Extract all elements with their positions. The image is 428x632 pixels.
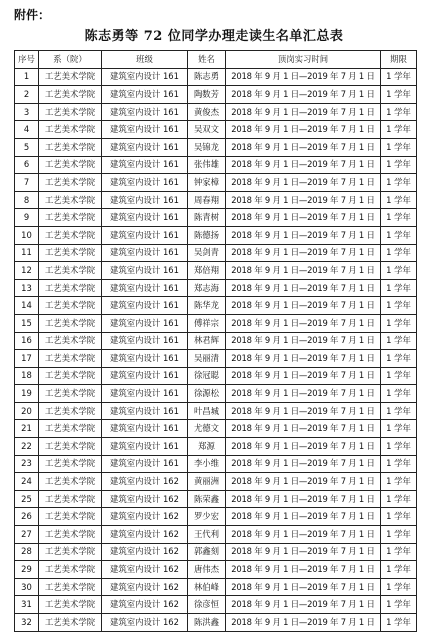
row-internship-period: 2018 年 9 月 1 日—2019 年 7 月 1 日 bbox=[226, 543, 381, 561]
row-index: 26 bbox=[15, 508, 39, 526]
row-internship-period: 2018 年 9 月 1 日—2019 年 7 月 1 日 bbox=[226, 367, 381, 385]
row-name: 尤德文 bbox=[188, 420, 226, 438]
table-row bbox=[15, 473, 417, 491]
row-name: 李小维 bbox=[188, 455, 226, 473]
row-department: 工艺美术学院 bbox=[39, 508, 102, 526]
attachment-label: 附件： bbox=[14, 8, 51, 22]
row-name: 黄俊杰 bbox=[188, 103, 226, 121]
row-department: 工艺美术学院 bbox=[39, 438, 102, 456]
table-row bbox=[15, 490, 417, 508]
row-department: 工艺美术学院 bbox=[39, 420, 102, 438]
row-term: 1 学年 bbox=[381, 244, 417, 262]
row-department: 工艺美术学院 bbox=[39, 156, 102, 174]
row-class: 建筑室内设计 161 bbox=[102, 332, 188, 350]
row-term: 1 学年 bbox=[381, 68, 417, 86]
row-department: 工艺美术学院 bbox=[39, 455, 102, 473]
row-class: 建筑室内设计 161 bbox=[102, 86, 188, 104]
row-term: 1 学年 bbox=[381, 86, 417, 104]
row-internship-period: 2018 年 9 月 1 日—2019 年 7 月 1 日 bbox=[226, 209, 381, 227]
row-department: 工艺美术学院 bbox=[39, 86, 102, 104]
row-term: 1 学年 bbox=[381, 578, 417, 596]
row-class: 建筑室内设计 161 bbox=[102, 226, 188, 244]
row-name: 王代利 bbox=[188, 526, 226, 544]
header-internship-period: 顶岗实习时间 bbox=[226, 51, 381, 69]
row-department: 工艺美术学院 bbox=[39, 385, 102, 403]
row-term: 1 学年 bbox=[381, 614, 417, 632]
row-internship-period: 2018 年 9 月 1 日—2019 年 7 月 1 日 bbox=[226, 191, 381, 209]
row-department: 工艺美术学院 bbox=[39, 226, 102, 244]
header-name: 姓名 bbox=[188, 51, 226, 69]
row-name: 林君辉 bbox=[188, 332, 226, 350]
row-class: 建筑室内设计 162 bbox=[102, 596, 188, 614]
row-internship-period: 2018 年 9 月 1 日—2019 年 7 月 1 日 bbox=[226, 314, 381, 332]
row-department: 工艺美术学院 bbox=[39, 174, 102, 192]
table-header-row bbox=[15, 51, 417, 69]
row-internship-period: 2018 年 9 月 1 日—2019 年 7 月 1 日 bbox=[226, 561, 381, 579]
row-term: 1 学年 bbox=[381, 103, 417, 121]
row-term: 1 学年 bbox=[381, 209, 417, 227]
row-index: 6 bbox=[15, 156, 39, 174]
row-term: 1 学年 bbox=[381, 262, 417, 280]
table-row bbox=[15, 174, 417, 192]
row-internship-period: 2018 年 9 月 1 日—2019 年 7 月 1 日 bbox=[226, 350, 381, 368]
row-internship-period: 2018 年 9 月 1 日—2019 年 7 月 1 日 bbox=[226, 297, 381, 315]
row-term: 1 学年 bbox=[381, 473, 417, 491]
row-term: 1 学年 bbox=[381, 526, 417, 544]
row-internship-period: 2018 年 9 月 1 日—2019 年 7 月 1 日 bbox=[226, 526, 381, 544]
row-department: 工艺美术学院 bbox=[39, 526, 102, 544]
row-index: 27 bbox=[15, 526, 39, 544]
row-department: 工艺美术学院 bbox=[39, 402, 102, 420]
row-index: 31 bbox=[15, 596, 39, 614]
row-class: 建筑室内设计 161 bbox=[102, 279, 188, 297]
row-class: 建筑室内设计 162 bbox=[102, 473, 188, 491]
header-class: 班级 bbox=[102, 51, 188, 69]
row-term: 1 学年 bbox=[381, 279, 417, 297]
row-class: 建筑室内设计 161 bbox=[102, 138, 188, 156]
table-row bbox=[15, 561, 417, 579]
row-department: 工艺美术学院 bbox=[39, 138, 102, 156]
row-index: 12 bbox=[15, 262, 39, 280]
row-term: 1 学年 bbox=[381, 191, 417, 209]
row-index: 7 bbox=[15, 174, 39, 192]
row-index: 17 bbox=[15, 350, 39, 368]
row-class: 建筑室内设计 162 bbox=[102, 614, 188, 632]
row-term: 1 学年 bbox=[381, 367, 417, 385]
row-name: 徐源松 bbox=[188, 385, 226, 403]
row-name: 郭鑫刻 bbox=[188, 543, 226, 561]
row-term: 1 学年 bbox=[381, 508, 417, 526]
table-row bbox=[15, 455, 417, 473]
row-internship-period: 2018 年 9 月 1 日—2019 年 7 月 1 日 bbox=[226, 262, 381, 280]
row-class: 建筑室内设计 161 bbox=[102, 455, 188, 473]
row-internship-period: 2018 年 9 月 1 日—2019 年 7 月 1 日 bbox=[226, 596, 381, 614]
table-row bbox=[15, 508, 417, 526]
row-name: 周春翔 bbox=[188, 191, 226, 209]
row-internship-period: 2018 年 9 月 1 日—2019 年 7 月 1 日 bbox=[226, 174, 381, 192]
row-department: 工艺美术学院 bbox=[39, 244, 102, 262]
row-department: 工艺美术学院 bbox=[39, 473, 102, 491]
student-roster-table bbox=[14, 50, 417, 632]
row-class: 建筑室内设计 162 bbox=[102, 490, 188, 508]
row-index: 8 bbox=[15, 191, 39, 209]
row-department: 工艺美术学院 bbox=[39, 209, 102, 227]
row-internship-period: 2018 年 9 月 1 日—2019 年 7 月 1 日 bbox=[226, 402, 381, 420]
row-class: 建筑室内设计 162 bbox=[102, 543, 188, 561]
table-row bbox=[15, 420, 417, 438]
row-department: 工艺美术学院 bbox=[39, 367, 102, 385]
row-internship-period: 2018 年 9 月 1 日—2019 年 7 月 1 日 bbox=[226, 438, 381, 456]
row-class: 建筑室内设计 161 bbox=[102, 191, 188, 209]
row-internship-period: 2018 年 9 月 1 日—2019 年 7 月 1 日 bbox=[226, 332, 381, 350]
row-class: 建筑室内设计 161 bbox=[102, 103, 188, 121]
table-row bbox=[15, 297, 417, 315]
table-row bbox=[15, 103, 417, 121]
row-department: 工艺美术学院 bbox=[39, 314, 102, 332]
table-row bbox=[15, 262, 417, 280]
row-internship-period: 2018 年 9 月 1 日—2019 年 7 月 1 日 bbox=[226, 138, 381, 156]
row-internship-period: 2018 年 9 月 1 日—2019 年 7 月 1 日 bbox=[226, 279, 381, 297]
row-index: 2 bbox=[15, 86, 39, 104]
row-internship-period: 2018 年 9 月 1 日—2019 年 7 月 1 日 bbox=[226, 244, 381, 262]
row-internship-period: 2018 年 9 月 1 日—2019 年 7 月 1 日 bbox=[226, 490, 381, 508]
row-class: 建筑室内设计 161 bbox=[102, 244, 188, 262]
row-term: 1 学年 bbox=[381, 420, 417, 438]
row-term: 1 学年 bbox=[381, 138, 417, 156]
table-row bbox=[15, 138, 417, 156]
row-index: 21 bbox=[15, 420, 39, 438]
table-row bbox=[15, 279, 417, 297]
row-class: 建筑室内设计 161 bbox=[102, 314, 188, 332]
row-department: 工艺美术学院 bbox=[39, 490, 102, 508]
row-index: 24 bbox=[15, 473, 39, 491]
row-name: 陈洪鑫 bbox=[188, 614, 226, 632]
row-class: 建筑室内设计 161 bbox=[102, 68, 188, 86]
header-index: 序号 bbox=[15, 51, 39, 69]
table-row bbox=[15, 367, 417, 385]
row-class: 建筑室内设计 162 bbox=[102, 578, 188, 596]
table-row bbox=[15, 526, 417, 544]
row-internship-period: 2018 年 9 月 1 日—2019 年 7 月 1 日 bbox=[226, 68, 381, 86]
table-row bbox=[15, 121, 417, 139]
table-row bbox=[15, 332, 417, 350]
row-class: 建筑室内设计 161 bbox=[102, 438, 188, 456]
table-row bbox=[15, 350, 417, 368]
row-name: 陈德扬 bbox=[188, 226, 226, 244]
table-row bbox=[15, 209, 417, 227]
row-department: 工艺美术学院 bbox=[39, 191, 102, 209]
row-name: 郑源 bbox=[188, 438, 226, 456]
row-index: 19 bbox=[15, 385, 39, 403]
row-index: 29 bbox=[15, 561, 39, 579]
row-name: 徐彦恒 bbox=[188, 596, 226, 614]
row-index: 20 bbox=[15, 402, 39, 420]
row-index: 25 bbox=[15, 490, 39, 508]
row-department: 工艺美术学院 bbox=[39, 121, 102, 139]
row-class: 建筑室内设计 162 bbox=[102, 508, 188, 526]
row-name: 陈青树 bbox=[188, 209, 226, 227]
row-department: 工艺美术学院 bbox=[39, 350, 102, 368]
row-name: 郑倍翔 bbox=[188, 262, 226, 280]
row-term: 1 学年 bbox=[381, 174, 417, 192]
row-index: 13 bbox=[15, 279, 39, 297]
row-index: 5 bbox=[15, 138, 39, 156]
table-row bbox=[15, 244, 417, 262]
row-class: 建筑室内设计 161 bbox=[102, 156, 188, 174]
table-row bbox=[15, 156, 417, 174]
row-index: 30 bbox=[15, 578, 39, 596]
page-title: 陈志勇等 72 位同学办理走读生名单汇总表 bbox=[84, 29, 344, 44]
row-class: 建筑室内设计 161 bbox=[102, 297, 188, 315]
row-department: 工艺美术学院 bbox=[39, 279, 102, 297]
table-row bbox=[15, 596, 417, 614]
row-class: 建筑室内设计 161 bbox=[102, 385, 188, 403]
row-term: 1 学年 bbox=[381, 543, 417, 561]
row-name: 徐冠聪 bbox=[188, 367, 226, 385]
row-index: 32 bbox=[15, 614, 39, 632]
table-row bbox=[15, 614, 417, 632]
table-row bbox=[15, 226, 417, 244]
table-row bbox=[15, 385, 417, 403]
row-index: 1 bbox=[15, 68, 39, 86]
row-name: 叶昌城 bbox=[188, 402, 226, 420]
row-name: 钟家樟 bbox=[188, 174, 226, 192]
row-index: 23 bbox=[15, 455, 39, 473]
row-name: 陶数芳 bbox=[188, 86, 226, 104]
header-department: 系（院） bbox=[39, 51, 102, 69]
row-internship-period: 2018 年 9 月 1 日—2019 年 7 月 1 日 bbox=[226, 455, 381, 473]
row-internship-period: 2018 年 9 月 1 日—2019 年 7 月 1 日 bbox=[226, 420, 381, 438]
row-index: 10 bbox=[15, 226, 39, 244]
row-department: 工艺美术学院 bbox=[39, 578, 102, 596]
table-row bbox=[15, 578, 417, 596]
header-term: 期限 bbox=[381, 51, 417, 69]
row-name: 吴双文 bbox=[188, 121, 226, 139]
row-internship-period: 2018 年 9 月 1 日—2019 年 7 月 1 日 bbox=[226, 86, 381, 104]
table-row bbox=[15, 543, 417, 561]
row-class: 建筑室内设计 161 bbox=[102, 420, 188, 438]
row-term: 1 学年 bbox=[381, 332, 417, 350]
row-term: 1 学年 bbox=[381, 561, 417, 579]
row-name: 郑志海 bbox=[188, 279, 226, 297]
row-term: 1 学年 bbox=[381, 226, 417, 244]
table-row bbox=[15, 438, 417, 456]
table-row bbox=[15, 86, 417, 104]
row-term: 1 学年 bbox=[381, 350, 417, 368]
row-internship-period: 2018 年 9 月 1 日—2019 年 7 月 1 日 bbox=[226, 614, 381, 632]
row-class: 建筑室内设计 161 bbox=[102, 121, 188, 139]
row-class: 建筑室内设计 161 bbox=[102, 174, 188, 192]
row-name: 黄丽洲 bbox=[188, 473, 226, 491]
row-index: 9 bbox=[15, 209, 39, 227]
row-name: 吴丽清 bbox=[188, 350, 226, 368]
row-index: 4 bbox=[15, 121, 39, 139]
row-class: 建筑室内设计 161 bbox=[102, 402, 188, 420]
table-row bbox=[15, 191, 417, 209]
row-internship-period: 2018 年 9 月 1 日—2019 年 7 月 1 日 bbox=[226, 121, 381, 139]
row-index: 22 bbox=[15, 438, 39, 456]
row-name: 傅祥宗 bbox=[188, 314, 226, 332]
row-name: 吴剑青 bbox=[188, 244, 226, 262]
row-internship-period: 2018 年 9 月 1 日—2019 年 7 月 1 日 bbox=[226, 103, 381, 121]
row-term: 1 学年 bbox=[381, 402, 417, 420]
row-internship-period: 2018 年 9 月 1 日—2019 年 7 月 1 日 bbox=[226, 156, 381, 174]
row-term: 1 学年 bbox=[381, 596, 417, 614]
row-internship-period: 2018 年 9 月 1 日—2019 年 7 月 1 日 bbox=[226, 508, 381, 526]
row-class: 建筑室内设计 161 bbox=[102, 209, 188, 227]
row-name: 陈荣鑫 bbox=[188, 490, 226, 508]
row-name: 罗少宏 bbox=[188, 508, 226, 526]
row-class: 建筑室内设计 161 bbox=[102, 350, 188, 368]
row-index: 15 bbox=[15, 314, 39, 332]
row-name: 吴锦龙 bbox=[188, 138, 226, 156]
row-department: 工艺美术学院 bbox=[39, 561, 102, 579]
row-term: 1 学年 bbox=[381, 121, 417, 139]
row-name: 陈志勇 bbox=[188, 68, 226, 86]
row-department: 工艺美术学院 bbox=[39, 262, 102, 280]
row-term: 1 学年 bbox=[381, 455, 417, 473]
row-name: 张伟雄 bbox=[188, 156, 226, 174]
row-term: 1 学年 bbox=[381, 385, 417, 403]
row-department: 工艺美术学院 bbox=[39, 297, 102, 315]
row-class: 建筑室内设计 162 bbox=[102, 561, 188, 579]
row-internship-period: 2018 年 9 月 1 日—2019 年 7 月 1 日 bbox=[226, 473, 381, 491]
table-body bbox=[15, 68, 417, 631]
row-name: 林伯峰 bbox=[188, 578, 226, 596]
row-index: 28 bbox=[15, 543, 39, 561]
row-department: 工艺美术学院 bbox=[39, 68, 102, 86]
row-class: 建筑室内设计 162 bbox=[102, 526, 188, 544]
table-row bbox=[15, 402, 417, 420]
row-index: 3 bbox=[15, 103, 39, 121]
row-term: 1 学年 bbox=[381, 490, 417, 508]
row-internship-period: 2018 年 9 月 1 日—2019 年 7 月 1 日 bbox=[226, 226, 381, 244]
row-internship-period: 2018 年 9 月 1 日—2019 年 7 月 1 日 bbox=[226, 385, 381, 403]
row-index: 11 bbox=[15, 244, 39, 262]
row-index: 14 bbox=[15, 297, 39, 315]
row-department: 工艺美术学院 bbox=[39, 332, 102, 350]
row-department: 工艺美术学院 bbox=[39, 103, 102, 121]
row-index: 18 bbox=[15, 367, 39, 385]
row-internship-period: 2018 年 9 月 1 日—2019 年 7 月 1 日 bbox=[226, 578, 381, 596]
table-row bbox=[15, 68, 417, 86]
row-class: 建筑室内设计 161 bbox=[102, 262, 188, 280]
row-term: 1 学年 bbox=[381, 297, 417, 315]
row-name: 陈华龙 bbox=[188, 297, 226, 315]
row-department: 工艺美术学院 bbox=[39, 543, 102, 561]
row-name: 唐伟杰 bbox=[188, 561, 226, 579]
table-row bbox=[15, 314, 417, 332]
row-department: 工艺美术学院 bbox=[39, 614, 102, 632]
row-term: 1 学年 bbox=[381, 438, 417, 456]
row-index: 16 bbox=[15, 332, 39, 350]
row-term: 1 学年 bbox=[381, 156, 417, 174]
row-department: 工艺美术学院 bbox=[39, 596, 102, 614]
row-term: 1 学年 bbox=[381, 314, 417, 332]
row-class: 建筑室内设计 161 bbox=[102, 367, 188, 385]
